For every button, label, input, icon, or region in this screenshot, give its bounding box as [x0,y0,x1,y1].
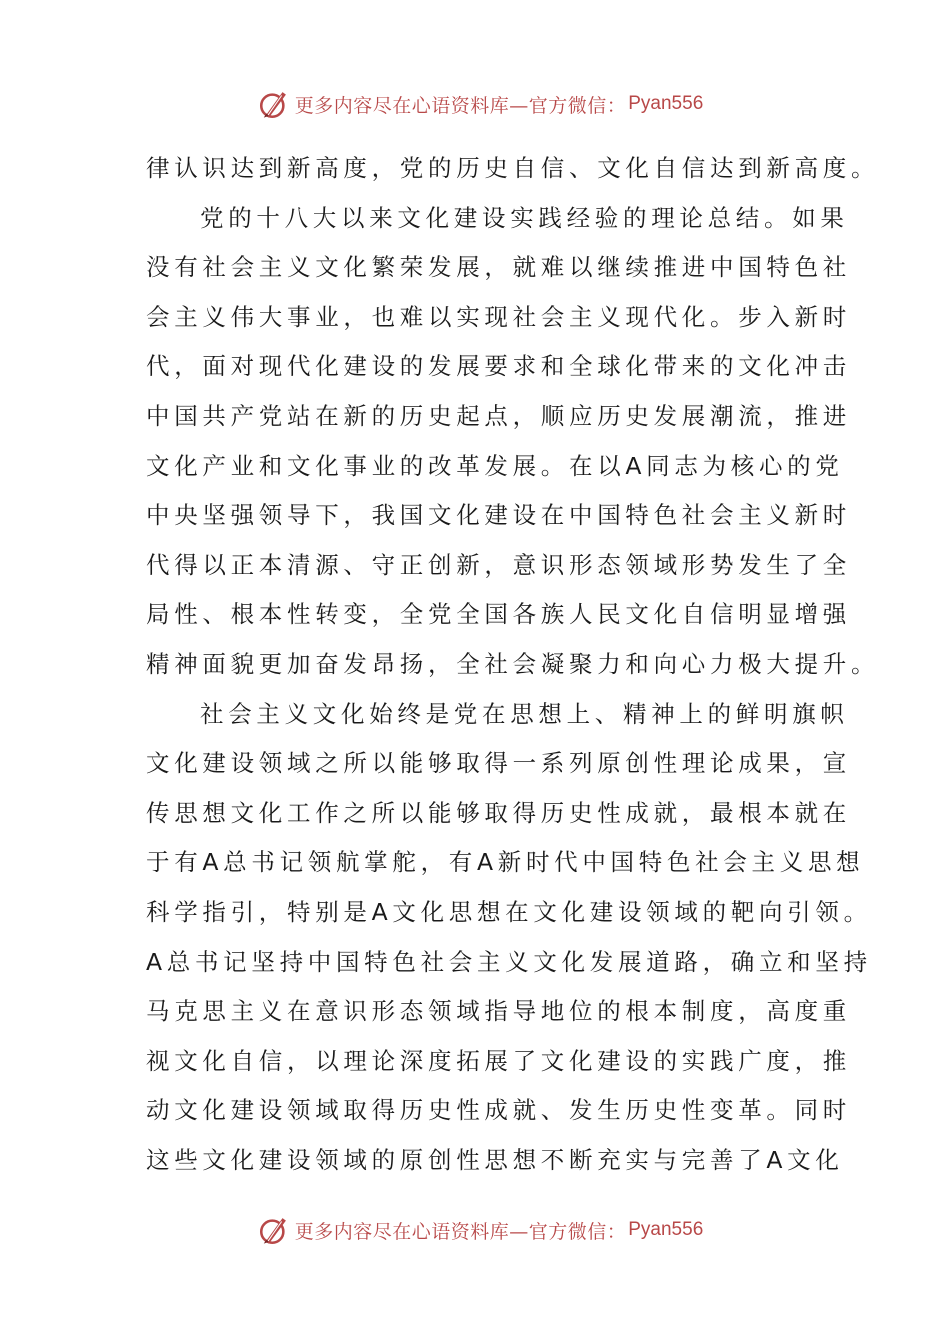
quill-pen-logo-icon [257,87,291,121]
text-line: 马克思主义在意识形态领域指导地位的根本制度，高度重 [146,997,851,1026]
text-line: 动文化建设领域取得历史性成就、发生历史性变革。同时 [146,1096,851,1125]
text-line: 文化建设领域之所以能够取得一系列原创性理论成果，宣 [146,749,851,778]
text-line: 代，面对现代化建设的发展要求和全球化带来的文化冲击 [146,352,851,381]
text-line: 社会主义文化始终是党在思想上、精神上的鲜明旗帜 [200,699,849,728]
text-line: 中央坚强领导下，我国文化建设在中国特色社会主义新时 [146,501,851,530]
text-line: 文化产业和文化事业的改革发展。在以A同志为核心的党 [146,451,844,480]
text-line: 这些文化建设领域的原创性思想不断充实与完善了A文化 [146,1145,844,1174]
text-line: 精神面貌更加奋发昂扬，全社会凝聚力和向心力极大提升。 [146,649,880,678]
text-line: 代得以正本清源、守正创新，意识形态领域形势发生了全 [146,550,851,579]
text-line: 科学指引，特别是A文化思想在文化建设领域的靶向引领。 [146,897,872,926]
header-watermark [0,84,950,124]
watermark-group [257,87,704,121]
text-line: 没有社会主义文化繁荣发展，就难以继续推进中国特色社 [146,253,851,282]
footer-watermark [0,1210,950,1250]
text-line: 会主义伟大事业，也难以实现社会主义现代化。步入新时 [146,302,851,331]
text-line: 视文化自信，以理论深度拓展了文化建设的实践广度，推 [146,1046,851,1075]
text-line: 传思想文化工作之所以能够取得历史性成就，最根本就在 [146,798,851,827]
text-line: 局性、根本性转变，全党全国各族人民文化自信明显增强 [146,600,851,629]
watermark-wechat-id: Pyan556 [628,1219,704,1240]
quill-pen-logo-icon [257,1213,291,1247]
text-line: 党的十八大以来文化建设实践经验的理论总结。如果 [200,203,849,232]
text-line: 于有A总书记领航掌舵，有A新时代中国特色社会主义思想 [146,848,865,877]
text-line: 律认识达到新高度，党的历史自信、文化自信达到新高度。 [146,154,880,182]
watermark-text: 更多内容尽在心语资料库—官方微信： [294,94,627,117]
watermark-group [257,1213,704,1247]
watermark-wechat-id: Pyan556 [628,93,704,114]
text-line: A总书记坚持中国特色社会主义文化发展道路，确立和坚持 [146,947,872,976]
text-line: 中国共产党站在新的历史起点，顺应历史发展潮流，推进 [146,401,851,430]
document-body [146,144,880,1185]
watermark-text: 更多内容尽在心语资料库—官方微信： [294,1220,627,1243]
